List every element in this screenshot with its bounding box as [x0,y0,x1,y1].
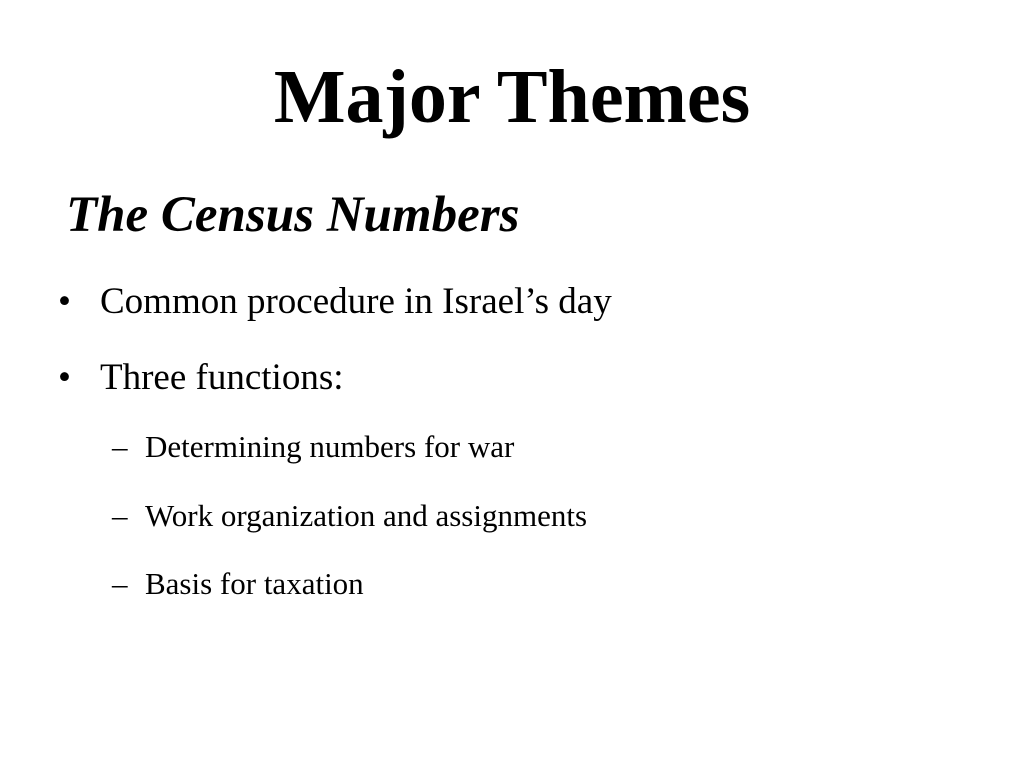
sub-bullet-text: Basis for taxation [145,566,364,601]
sub-bullet-text: Work organization and assignments [145,498,588,533]
bullet-marker: • [58,357,71,398]
sub-bullet-item [112,497,587,535]
sub-bullet-item [112,428,514,466]
sub-bullet-marker: – [112,566,128,601]
bullet-text: Common procedure in Israel’s day [100,281,612,322]
bullet-item [58,280,612,324]
slide-subtitle: The Census Numbers [66,187,520,243]
sub-bullet-marker: – [112,498,128,533]
sub-bullet-item [112,565,364,603]
slide-title: Major Themes [273,55,751,139]
bullet-text: Three functions: [100,357,344,398]
bullet-marker: • [58,281,71,322]
sub-bullet-marker: – [112,429,128,464]
bullet-item [58,356,344,400]
sub-bullet-text: Determining numbers for war [145,429,515,464]
